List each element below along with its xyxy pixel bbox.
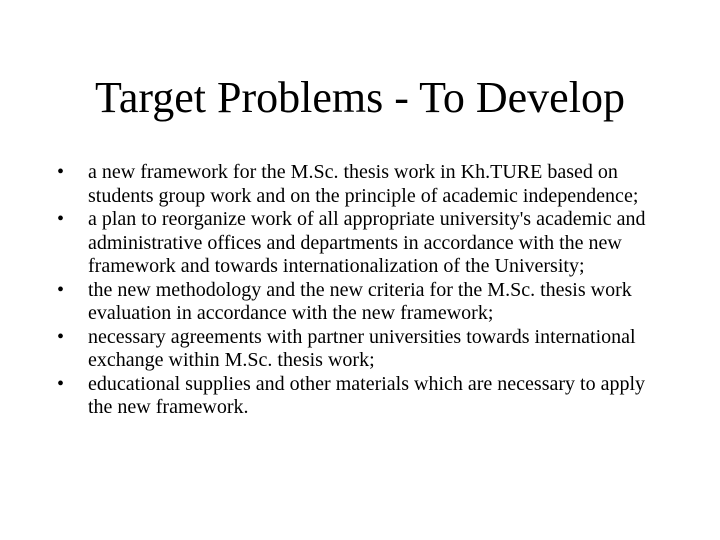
bullet-icon: • [57, 161, 65, 183]
bullet-item [57, 373, 697, 420]
bullet-text-line: students group work and on the principle of academic independence; [88, 184, 639, 207]
bullet-item [57, 326, 697, 373]
bullet-icon: • [57, 278, 65, 301]
bullet-text-line: evaluation in accordance with the new framework; [88, 302, 494, 324]
bullet-item [57, 161, 697, 208]
bullet-text-line: the new framework. [88, 396, 249, 418]
bullet-icon: • [57, 325, 65, 348]
bullet-item [57, 208, 697, 279]
bullet-icon: • [57, 208, 65, 230]
slide-title: Target Problems - To Develop [95, 73, 625, 122]
bullet-text-line: educational supplies and other materials which are necessary to apply [88, 372, 646, 395]
bullet-text-line: framework and towards internationalization of the University; [88, 255, 585, 277]
bullet-text-line: necessary agreements with partner universities towards international [88, 325, 636, 348]
bullet-list [57, 161, 697, 420]
bullet-text-line: administrative offices and departments in accordance with the new [88, 231, 622, 254]
bullet-item [57, 279, 697, 326]
bullet-icon: • [57, 372, 65, 395]
bullet-text-line: a new framework for the M.Sc. thesis work in Kh.TURE based on [88, 161, 618, 183]
bullet-text-line: the new methodology and the new criteria for the M.Sc. thesis work [88, 278, 632, 301]
bullet-text-line: a plan to reorganize work of all appropriate university's academic and [88, 208, 646, 230]
bullet-text-line: exchange within M.Sc. thesis work; [88, 349, 375, 371]
